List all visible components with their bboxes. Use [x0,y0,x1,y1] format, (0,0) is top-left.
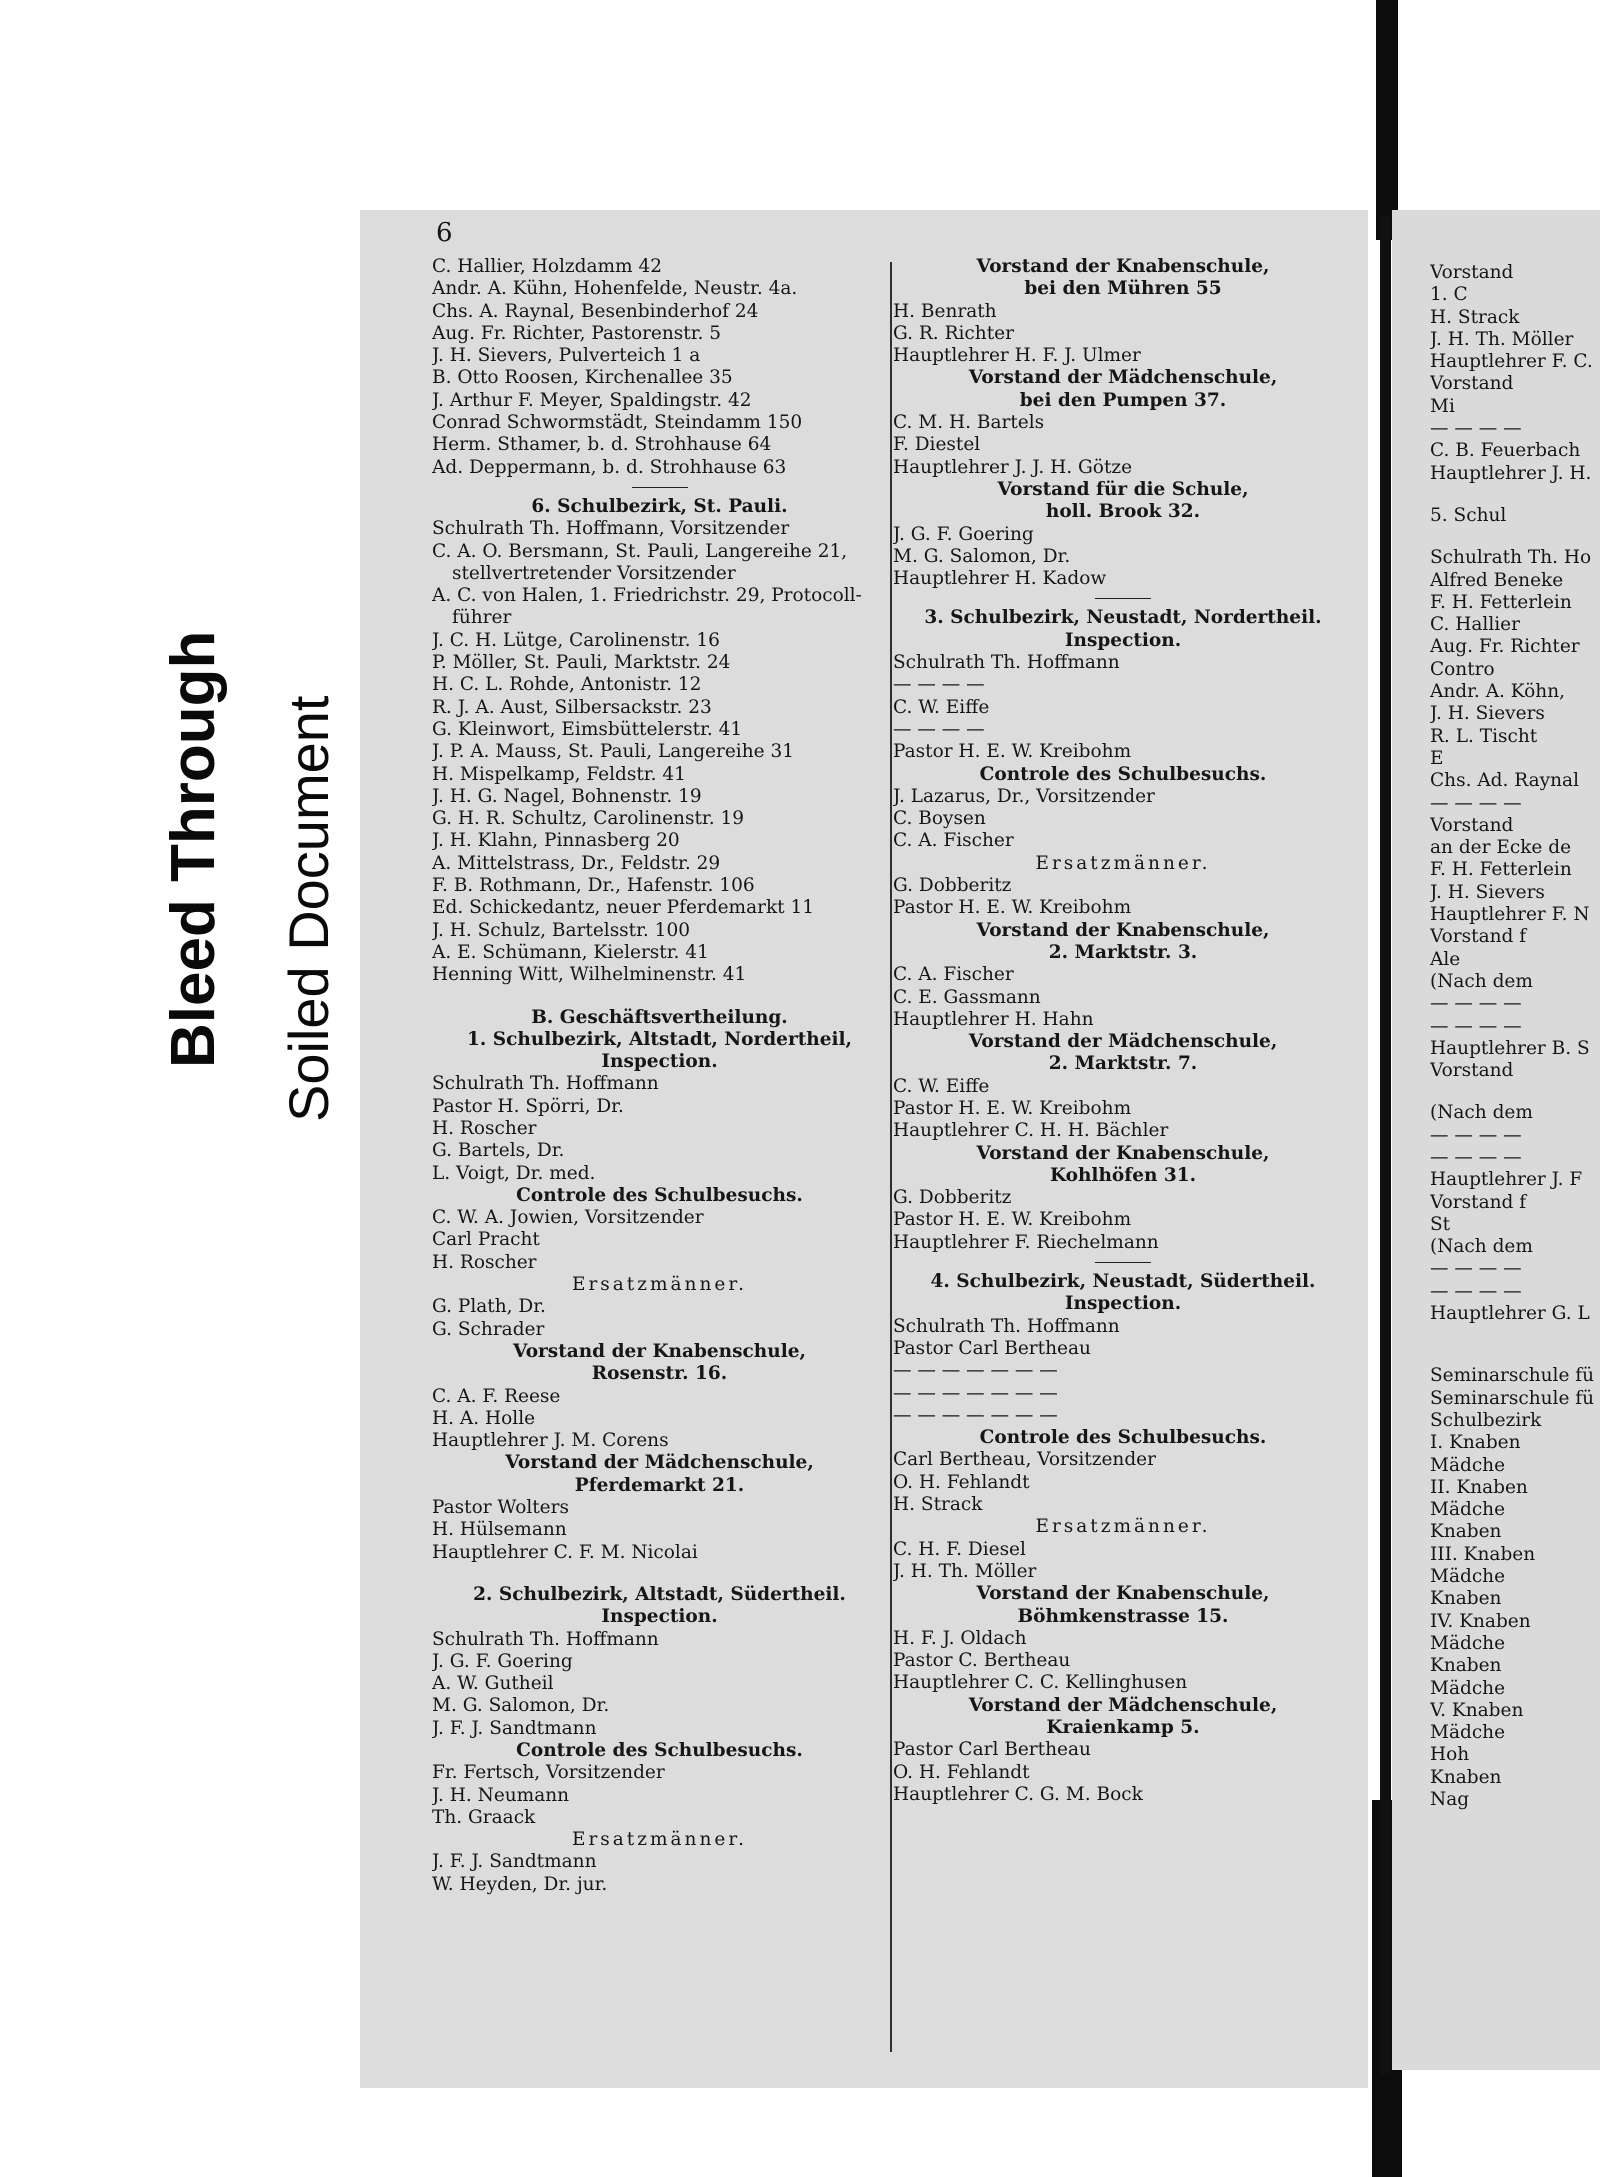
text-line: C. A. Fischer [893,964,1014,986]
section-heading: 4. Schulbezirk, Neustadt, Südertheil. [930,1271,1316,1293]
text-line: Hauptlehrer C. C. Kellinghusen [893,1672,1188,1694]
text-line: Vorstand f [1430,1191,1527,1213]
text-line: J. G. F. Goering [432,1650,573,1672]
text-line: J. H. Th. Möller [893,1560,1037,1582]
text-line: — — — — [1430,792,1522,814]
text-line: J. H. Schulz, Bartelsstr. 100 [432,919,690,941]
text-line: Vorstand [1430,1060,1514,1082]
text-line: Hauptlehrer H. F. J. Ulmer [893,345,1141,367]
text-line: J. C. H. Lütge, Carolinenstr. 16 [432,629,720,651]
text-line: J. H. G. Nagel, Bohnenstr. 19 [432,785,702,807]
text-line: H. Mispelkamp, Feldstr. 41 [432,763,686,785]
text-line: H. C. L. Rohde, Antonistr. 12 [432,674,702,696]
text-line: Th. Graack [432,1806,536,1828]
text-line: G. Schrader [432,1318,545,1340]
text-line: J. F. J. Sandtmann [432,1717,597,1739]
text-line: R. J. A. Aust, Silbersackstr. 23 [432,696,712,718]
text-line: Pastor Wolters [432,1497,569,1519]
text-line: C. Hallier, Holzdamm 42 [432,256,663,277]
text-line: Vorstand [1430,373,1514,395]
section-heading: Vorstand der Mädchenschule, [968,367,1278,389]
subheading: Ersatzmänner. [1035,1516,1211,1538]
text-line: H. Hülsemann [432,1519,567,1541]
section-heading: Vorstand der Mädchenschule, [968,1031,1278,1053]
text-line: — — — — [1430,418,1522,440]
text-line: Pastor Carl Bertheau [893,1739,1091,1761]
text-line: Hauptlehrer F. Riechelmann [893,1231,1159,1253]
text-line: C. A. F. Reese [432,1385,561,1407]
text-line: O. H. Fehlandt [893,1761,1030,1783]
text-line: Schulbezirk [1430,1409,1542,1431]
text-line: Mädche [1430,1677,1506,1699]
text-line: C. M. H. Bartels [893,412,1045,434]
text-line: Schulrath Th. Hoffmann [432,1628,659,1650]
text-line: Pastor H. E. W. Kreibohm [893,897,1132,919]
left-column [432,256,887,1896]
section-heading: B. Geschäftsvertheilung. [531,1006,788,1028]
section-heading: 3. Schulbezirk, Neustadt, Nordertheil. [924,607,1322,629]
text-line: Schulrath Th. Hoffmann, Vorsitzender [432,518,790,540]
soiled-document-label: Soiled Document [277,695,340,1122]
section-heading: Kohlhöfen 31. [1049,1164,1197,1186]
text-line: E [1430,747,1444,769]
section-heading: Rosenstr. 16. [591,1363,728,1385]
text-line: G. Bartels, Dr. [432,1140,565,1162]
spacer [432,987,887,1007]
text-line: G. Dobberitz [893,1187,1012,1209]
text-line: Mädche [1430,1632,1506,1654]
text-line: Pastor H. Spörri, Dr. [432,1095,624,1117]
text-line: Mädche [1430,1499,1506,1521]
text-line: H. Benrath [893,300,997,322]
section-heading: Böhmkenstrasse 15. [1017,1605,1229,1627]
text-line: M. G. Salomon, Dr. [432,1695,610,1717]
section-heading: Controle des Schulbesuchs. [516,1740,803,1761]
text-line: R. L. Tischt [1430,725,1538,747]
text-line: Seminarschule fü [1430,1365,1595,1387]
subheading: Ersatzmänner. [571,1274,748,1296]
text-line: führer [452,607,512,629]
text-line: Hauptlehrer H. Hahn [893,1008,1094,1030]
text-line: Knaben [1430,1655,1502,1677]
text-line: Vorstand [1430,814,1514,836]
text-line: III. Knaben [1430,1543,1536,1565]
text-line: J. H. Sievers [1430,703,1545,725]
text-line: B. Otto Roosen, Kirchenallee 35 [432,367,733,389]
text-line: — — — — [1430,993,1522,1015]
text-line: (Nach dem [1430,970,1533,992]
text-line: Henning Witt, Wilhelminenstr. 41 [432,964,747,986]
text-line: Andr. A. Köhn, [1430,681,1565,703]
text-line: Pastor H. E. W. Kreibohm [893,1209,1132,1231]
text-line: Aug. Fr. Richter, Pastorenstr. 5 [432,322,722,344]
text-line: F. B. Rothmann, Dr., Hafenstr. 106 [432,875,755,897]
text-line: Hauptlehrer J. F [1430,1169,1583,1191]
text-line: J. P. A. Mauss, St. Pauli, Langereihe 31 [432,741,794,763]
text-line: Fr. Fertsch, Vorsitzender [432,1762,665,1784]
text-line: C. W. Eiffe [893,1075,990,1097]
spacer [1430,527,1600,547]
text-line: — — — — [1430,1015,1522,1037]
text-line: C. E. Gassmann [893,986,1041,1008]
text-line: H. A. Holle [432,1407,536,1429]
text-line: Knaben [1430,1521,1502,1543]
text-line: Ale [1430,948,1461,970]
text-line: Hauptlehrer C. G. M. Bock [893,1783,1143,1805]
right-partial-column [1430,262,1600,1811]
text-line: C. W. Eiffe [893,696,990,718]
text-line: Carl Pracht [432,1229,540,1251]
spacer [432,1564,887,1584]
text-line: H. Strack [893,1494,983,1516]
text-line: Pastor Carl Bertheau [893,1337,1091,1359]
page-gutter [1380,215,1391,2075]
text-line: W. Heyden, Dr. jur. [432,1873,608,1895]
text-line: (Nach dem [1430,1102,1533,1124]
text-line: Mädche [1430,1722,1506,1744]
text-line: Hauptlehrer J. J. H. Götze [893,456,1133,478]
text-line: — — — — [1430,1280,1522,1302]
section-heading: Vorstand der Knabenschule, [513,1340,806,1362]
text-line: Vorstand f [1430,926,1527,948]
text-line: Hauptlehrer C. F. M. Nicolai [432,1541,698,1563]
section-heading: bei den Pumpen 37. [1019,389,1227,411]
section-heading: Inspection. [1064,1293,1182,1315]
text-line: F. H. Fetterlein [1430,859,1572,881]
section-heading: Vorstand für die Schule, [997,478,1249,500]
text-line: C. Boysen [893,808,986,830]
subheading: Ersatzmänner. [571,1829,748,1851]
text-line: IV. Knaben [1430,1610,1531,1632]
section-heading: bei den Mühren 55 [1024,278,1222,300]
spacer [1430,1345,1600,1365]
section-heading: 2. Schulbezirk, Altstadt, Südertheil. [473,1583,846,1605]
section-heading: Kraienkamp 5. [1046,1717,1200,1738]
text-line: C. B. Feuerbach [1430,440,1581,462]
text-line: Pastor H. E. W. Kreibohm [893,1097,1132,1119]
text-line: J. G. F. Goering [893,523,1034,545]
section-heading: Vorstand der Mädchenschule, [505,1452,814,1474]
section-heading: Vorstand der Knabenschule, [976,919,1270,941]
text-line: II. Knaben [1430,1476,1528,1498]
text-line: stellvertretender Vorsitzender [452,562,736,584]
text-line: Vorstand [1430,262,1514,283]
text-line: St [1430,1213,1451,1235]
text-line: Aug. Fr. Richter [1430,636,1580,658]
text-line: Hoh [1430,1744,1470,1766]
text-line: A. E. Schümann, Kielerstr. 41 [432,941,709,963]
text-line: I. Knaben [1430,1432,1521,1454]
section-heading: Vorstand der Knabenschule, [976,1142,1270,1164]
text-line: Hauptlehrer B. S [1430,1037,1590,1059]
section-divider [1095,598,1151,599]
section-heading: Pferdemarkt 21. [574,1474,745,1496]
text-line: Pastor C. Bertheau [893,1650,1071,1672]
text-line: Schulrath Th. Hoffmann [893,652,1120,674]
section-heading: Controle des Schulbesuchs. [516,1184,803,1206]
text-line: Hauptlehrer F. C. [1430,351,1593,373]
section-heading: Inspection. [1064,629,1182,651]
text-line: an der Ecke de [1430,837,1572,859]
text-line: J. H. Neumann [432,1784,570,1806]
text-line: H. F. J. Oldach [893,1627,1027,1649]
section-divider [1095,1262,1151,1263]
text-line: J. F. J. Sandtmann [432,1851,597,1873]
text-line: Alfred Beneke [1430,569,1564,591]
text-line: Contro [1430,658,1495,680]
text-line: Seminarschule fü [1430,1387,1595,1409]
text-line: — — — — [1430,1258,1522,1280]
text-line: Hauptlehrer J. M. Corens [432,1430,669,1452]
text-line: J. H. Sievers [1430,881,1545,903]
text-line: 5. Schul [1430,504,1507,526]
text-line: G. H. R. Schultz, Carolinenstr. 19 [432,808,745,830]
text-line: G. Plath, Dr. [432,1296,546,1318]
spacer [1430,1082,1600,1102]
section-heading: holl. Brook 32. [1045,501,1201,523]
middle-column [893,256,1353,1806]
text-line: P. Möller, St. Pauli, Marktstr. 24 [432,652,731,674]
column-rule [890,262,892,2052]
section-heading: Inspection. [601,1051,718,1073]
section-heading: 6. Schulbezirk, St. Pauli. [531,495,788,517]
text-line: C. A. O. Bersmann, St. Pauli, Langereihe 21, [432,540,848,562]
text-line: Conrad Schwormstädt, Steindamm 150 [432,412,803,434]
text-line: C. A. Fischer [893,830,1014,852]
text-line: — — — — — — — [893,1360,1058,1382]
text-line: Pastor H. E. W. Kreibohm [893,741,1132,763]
text-line: Ad. Deppermann, b. d. Strohhause 63 [432,456,787,478]
text-line: Mädche [1430,1454,1506,1476]
text-line: Carl Bertheau, Vorsitzender [893,1449,1156,1471]
text-line: J. H. Sievers, Pulverteich 1 a [432,345,701,367]
text-line: G. Kleinwort, Eimsbüttelerstr. 41 [432,718,743,740]
text-line: H. Roscher [432,1251,537,1273]
text-line: Knaben [1430,1588,1502,1610]
text-line: A. C. von Halen, 1. Friedrichstr. 29, Protocoll- [432,585,862,607]
text-line: A. W. Gutheil [432,1673,554,1695]
spacer [1430,1325,1600,1345]
text-line: C. Hallier [1430,614,1520,636]
text-line: V. Knaben [1430,1699,1524,1721]
section-heading: Vorstand der Knabenschule, [976,1583,1270,1605]
text-line: Hauptlehrer J. H. [1430,462,1592,484]
text-line: Chs. Ad. Raynal [1430,770,1579,792]
text-line: H. Roscher [432,1117,537,1139]
section-heading: 2. Marktstr. 7. [1048,1053,1198,1075]
text-line: G. Dobberitz [893,875,1012,897]
text-line: Andr. A. Kühn, Hohenfelde, Neustr. 4a. [432,278,798,300]
text-line: (Nach dem [1430,1236,1533,1258]
subheading: Ersatzmänner. [1035,852,1211,874]
text-line: H. Strack [1430,306,1520,328]
text-line: Herm. Sthamer, b. d. Strohhause 64 [432,434,772,456]
text-line: Ed. Schickedantz, neuer Pferdemarkt 11 [432,897,815,919]
text-line: Hauptlehrer G. L [1430,1303,1590,1325]
text-line: — — — — [1430,1124,1522,1146]
text-line: J. Lazarus, Dr., Vorsitzender [893,785,1155,807]
text-line: J. H. Th. Möller [1430,328,1574,350]
section-heading: Controle des Schulbesuchs. [979,763,1267,785]
text-line: — — — — [1430,1146,1522,1168]
text-line: 1. C [1430,284,1468,306]
section-heading: Inspection. [601,1606,718,1628]
text-line: Mädche [1430,1566,1506,1588]
text-line: C. W. A. Jowien, Vorsitzender [432,1207,704,1229]
text-line: O. H. Fehlandt [893,1471,1030,1493]
section-heading: Vorstand der Knabenschule, [976,256,1270,277]
text-line: Hauptlehrer C. H. H. Bächler [893,1120,1169,1142]
bleed-through-label: Bleed Through [159,630,228,1068]
spacer [1430,485,1600,505]
text-line: L. Voigt, Dr. med. [432,1162,596,1184]
text-line: Chs. A. Raynal, Besenbinderhof 24 [432,300,759,322]
text-line: G. R. Richter [893,322,1014,344]
text-line: M. G. Salomon, Dr. [893,545,1071,567]
text-line: — — — — [893,674,985,696]
text-line: Nag [1430,1789,1470,1810]
section-heading: 2. Marktstr. 3. [1048,941,1198,963]
text-line: F. Diestel [893,434,981,456]
text-line: Schulrath Th. Ho [1430,547,1592,569]
text-line: Hauptlehrer F. N [1430,904,1590,926]
text-line: J. Arthur F. Meyer, Spaldingstr. 42 [432,389,752,411]
text-line: Schulrath Th. Hoffmann [432,1073,659,1095]
section-heading: Controle des Schulbesuchs. [979,1427,1267,1449]
page-number: 6 [436,218,453,248]
text-line: — — — — — — — [893,1382,1058,1404]
text-line: F. H. Fetterlein [1430,591,1572,613]
section-heading: 1. Schulbezirk, Altstadt, Nordertheil, [467,1028,852,1050]
binding-strip-top [1376,0,1398,240]
text-line: Knaben [1430,1766,1502,1788]
text-line: A. Mittelstrass, Dr., Feldstr. 29 [432,852,721,874]
text-line: Schulrath Th. Hoffmann [893,1315,1120,1337]
section-divider [632,487,688,488]
text-line: — — — — — — — [893,1404,1058,1426]
text-line: Mi [1430,395,1455,417]
text-line: C. H. F. Diesel [893,1538,1026,1560]
text-line: — — — — [893,718,985,740]
section-heading: Vorstand der Mädchenschule, [968,1694,1278,1716]
text-line: Hauptlehrer H. Kadow [893,568,1107,590]
text-line: J. H. Klahn, Pinnasberg 20 [432,830,680,852]
